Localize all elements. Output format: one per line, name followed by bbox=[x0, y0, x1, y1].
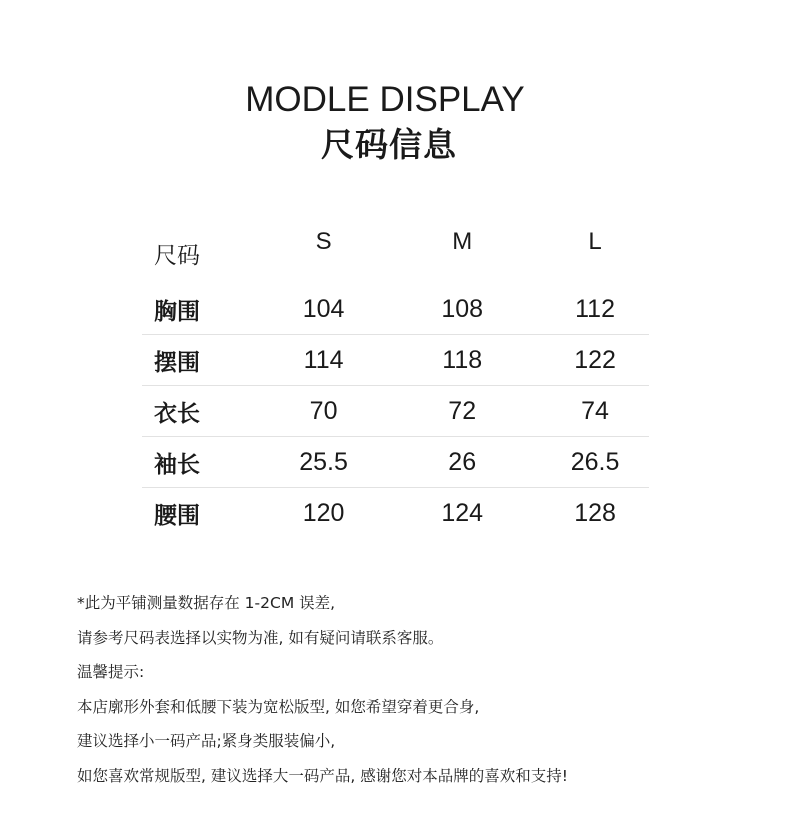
row-label: 腰围 bbox=[154, 502, 200, 529]
cell-value: 118 bbox=[383, 335, 541, 386]
size-header-m: M bbox=[452, 228, 473, 255]
note-line-reference: 请参考尺码表选择以实物为准, 如有疑问请联系客服。 bbox=[77, 628, 444, 647]
size-notes bbox=[77, 586, 777, 794]
cell-value: 72 bbox=[383, 386, 541, 437]
cell-value: 120 bbox=[302, 498, 345, 527]
cell-value: 124 bbox=[441, 498, 484, 527]
table-row-hem bbox=[142, 335, 649, 386]
table-row-length bbox=[142, 386, 649, 437]
table-row-chest bbox=[142, 284, 649, 335]
note-line-measurement: *此为平铺测量数据存在 1-2CM 误差, bbox=[77, 594, 336, 612]
size-chart-table bbox=[142, 214, 649, 538]
page-title-chinese: 尺码信息 bbox=[321, 125, 457, 164]
note-line-loose-fit: 本店廓形外套和低腰下装为宽松版型, 如您希望穿着更合身, bbox=[77, 697, 480, 716]
cell-value: 122 bbox=[541, 335, 649, 386]
cell-value: 114 bbox=[264, 335, 383, 386]
table-row-waist bbox=[142, 488, 649, 539]
size-header-row bbox=[142, 214, 649, 284]
page-title-english: MODLE DISPLAY bbox=[245, 80, 525, 119]
size-header-label: 尺码 bbox=[154, 242, 200, 269]
note-line-size-down: 建议选择小一码产品;紧身类服装偏小, bbox=[77, 732, 336, 751]
row-label: 摆围 bbox=[142, 335, 264, 386]
cell-value: 104 bbox=[264, 284, 383, 335]
cell-value: 108 bbox=[383, 284, 541, 335]
cell-value: 70 bbox=[264, 386, 383, 437]
cell-value: 74 bbox=[541, 386, 649, 437]
cell-value: 25.5 bbox=[264, 437, 383, 488]
row-label: 胸围 bbox=[142, 284, 264, 335]
cell-value: 112 bbox=[541, 284, 649, 335]
row-label: 衣长 bbox=[142, 386, 264, 437]
table-row-sleeve bbox=[142, 437, 649, 488]
size-header-s: S bbox=[315, 228, 332, 255]
cell-value: 26.5 bbox=[541, 437, 649, 488]
size-header-l: L bbox=[588, 228, 602, 255]
cell-value: 26 bbox=[383, 437, 541, 488]
row-label: 袖长 bbox=[142, 437, 264, 488]
note-line-tip-heading: 温馨提示: bbox=[77, 663, 145, 682]
cell-value: 128 bbox=[574, 498, 616, 527]
note-line-size-up: 如您喜欢常规版型, 建议选择大一码产品, 感谢您对本品牌的喜欢和支持! bbox=[77, 766, 568, 785]
